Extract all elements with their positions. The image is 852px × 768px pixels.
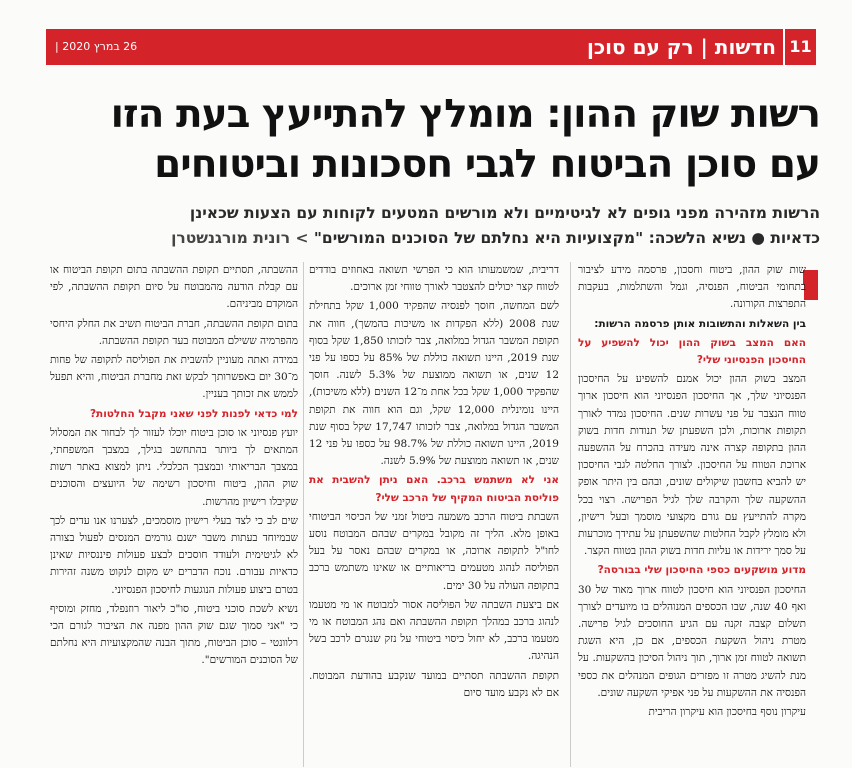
article-question: למי כדאי לפנות לפני שאני מקבל החלטות? [89,407,298,420]
column-divider [570,262,571,767]
column-divider [303,262,304,767]
article-question: אני לא משתמש ברכב. האם ניתן להשבית את פוליסת הביטוח המקיף של הרכב שלי? [309,474,559,504]
subhead-quote: כדאיות ● נשיא הלשכה: "מקצועיות היא נחלתם של הסוכנים המורשים" [313,229,820,247]
subhead-line-2 [40,229,820,247]
issue-date: 26 במרץ 2020 | [55,40,138,53]
article-paragraph: במידה ואתה מעוניין להשבית את הפוליסה לתקופה של פחות מ־30 יום באפשרותך לבקש זאת מחברת הביטוח, והיא תפעל לממש את זכותך בעניין. [50,354,298,401]
article-paragraph: שות שוק ההון, ביטוח וחסכון, פרסמה מידע לציבור בתחומי הביטוח, הפנסיה, וגמל והשתלמות, בעקבות התפרצות הקורונה. [578,264,806,311]
article-question: מדוע מושקעים כספי החיסכון שלי בבורסה? [597,564,806,577]
byline: > רונית מורגנשטרן [171,229,309,247]
article-paragraph: שים לב כי לצד בעלי רישיון מוסמכים, לצערנו אנו עדים לכך שבמיוחד בעתות משבר ישנם גורמים המנסים לפעול בצורה לא לגיטימית ולעודד חוסכים לבצע פעולות פיננסיות שאינן כדאיות עבורם. נוכח הדברים יש מקום לנקוט משנה זהירות בטרם ביצוע פעולות הנוגעות לחיסכון הפנסיוני. [50,514,298,596]
article-paragraph: נשיא לשכת סוכני ביטוח, סו"כ ליאור רוזנפלד, מחזק ומוסיף כי "אני סמוך שגם שוק ההון מפנה את הציבור לגורם הכי רלוונטי – סוכן הביטוח, מתוך הבנה שהמקצועיות היא נחלתם של הסוכנים המורשים". [50,602,298,667]
article-paragraph: אם ביצעת השבתה של הפוליסה אסור למבוטח או מי מטעמו לנהוג ברכב במהלך תקופת ההשבתה ואם נהג המבוטח או מי מטעמו ברכב, לא יחול כיסוי ביטוחי על נזק שנגרם לרכב בשל הנהיגה. [309,598,559,663]
section-title: חדשות | רק עם סוכן [586,35,776,59]
article-paragraph: בתום תקופת ההשבתה, חברת הביטוח תשיב את החלק היחסי מהפרמיה ששילם המבוטח בעד תקופת ההשבתה. [50,317,298,347]
article-paragraph: ההשבתה, תסתיים תקופת ההשבתה בתום תקופת הביטוח או עם קבלת הודעה מהמבוטח על סיום תקופת ההשבתה, לפי המוקדם מביניהם. [50,264,298,311]
article-question: האם המצב בשוק ההון יכול להשפיע על החיסכון הפנסיוני שלי? [578,336,806,367]
headline-line-2: עם סוכן הביטוח לגבי חסכונות וביטוחים [154,142,820,187]
page-number: 11 [783,29,816,65]
article-column-2 [309,262,559,767]
article-paragraph: השבתת ביטוח הרכב משמעה ביטול זמני של הכיסוי הביטוחי באופן מלא. הליך זה מקובל במקרים שבהם המבוטח נוסע לחו"ל לתקופה ארוכה, או במקרים שבהם נאסר על בעל הפוליסה לנהוג מטעמים בריאותיים או שאינו משתמש ברכב בתקופה העולה על 30 ימים. [309,510,559,592]
article-paragraph: עיקרון נוסף בחיסכון הוא עיקרון הריבית [648,706,806,719]
article-paragraph: תקופת ההשבתה תסתיים במועד שנקבע בהודעת המבוטח. אם לא נקבע מועד סיום [309,669,559,699]
article-paragraph: יועץ פנסיוני או סוכן ביטוח יוכלו לעזור לך לבחור את המסלול המתאים לך ביותר בהתחשב בגילך, במצבך המשפחתי, במצבך הבריאותי ובמצבך הכלכלי. ניתן למצוא באתר רשות שוק ההון, ביטוח וחיסכון רשימה של היועצים והסוכנים שקיבלו רישיון מהרשות. [50,426,298,508]
article-paragraph: דריבית, שמשמעותו הוא כי הפרשי תשואה באחוזים בודדים לטווח קצר יכולים להצטבר לאורך טווחי זמן ארוכים. [309,264,559,294]
article-paragraph: המצב בשוק ההון יכול אמנם להשפיע על החיסכון הפנסיוני שלך, אך החיסכון הפנסיוני הוא חיסכון ארוך טווח הנצבר על פני עשרות שנים. החיסכון נמדד לאורך תקופות ארוכות, ולכן השפעתן של תנודות חדות בשוק ההון בתקופה קצרה אינה מעידה בהכרח על ההשפעה ארוכת הטווח על החיסכון. לצורך החלטה לגבי החיסכון יש להביא בחשבון שיקולים שונים, ובהם בין היתר אופק ההשקעה שלך והקרבה שלך לגיל הפרישה. רצוי בכל מקרה להתייעץ עם גורם מקצועי מוסמך ובעל רישיון, ולא מומלץ לקבל החלטות שהשפעתן על עתידך מוכרעות על סמך ירידות או עליות חדות בשוק ההון בטווח הקצר. [578,373,806,558]
article-column-3 [50,262,298,767]
article-paragraph: לשם המחשה, חוסך לפנסיה שהפקיד 1,000 שקל בתחילת שנת 2008 (ללא הפקדות או משיכות בהמשך), חווה את תקופת המשבר הגדול במלואה, צבר לזכותו 1,850 שקל בסוף שנת 2019, היינו תשואה כוללת של 85% על כספו על פני 12 שנים, או תשואה ממוצעת של 5.3% לשנה. חוסך שהפקיד 1,000 שקל בכל אחת מ־12 השנים (ללא משיכות), היינו נומינלית 12,000 שקל, וגם הוא חווה את תקופת המשבר הגדול במלואה, צבר לזכותו 17,747 שקל בסוף שנת 2019, היינו תשואה כוללת של 98.7% על כספו על פני 12 שנים, או תשואה ממוצעת של 5.9% לשנה. [309,300,559,468]
article-column-1 [578,262,806,767]
subhead-line-1: הרשות מזהירה מפני גופים לא לגיטימיים ולא מורשים המטעים לקוחות עם הצעות שכאינן [189,204,820,222]
article-section-label: בין השאלות והתשובות אותן פרסמה הרשות: [594,317,806,330]
article-paragraph: החיסכון הפנסיוני הוא חיסכון לטווח ארוך מאוד של 30 ואף 40 שנה, שבו הכספים המנוהלים בו מיועדים לצורך תשלום קצבה זקנה עם הגיע החוסכים לגיל פרישה. מטרת ניהול השקעת הכספים, אם כן, היא השגת תשואה לטווח זמן ארוך, תוך ניהול הסיכון בהשקעות. על מנת להשיג מטרה זו מפזרים הגופים המנהלים את כספי הפנסיה את ההשקעות על פני אפיקי השקעה שונים. [578,583,806,699]
headline-line-1: רשות שוק ההון: מומלץ להתייעץ בעת הזו [110,92,820,137]
section-header-bar [46,29,816,65]
